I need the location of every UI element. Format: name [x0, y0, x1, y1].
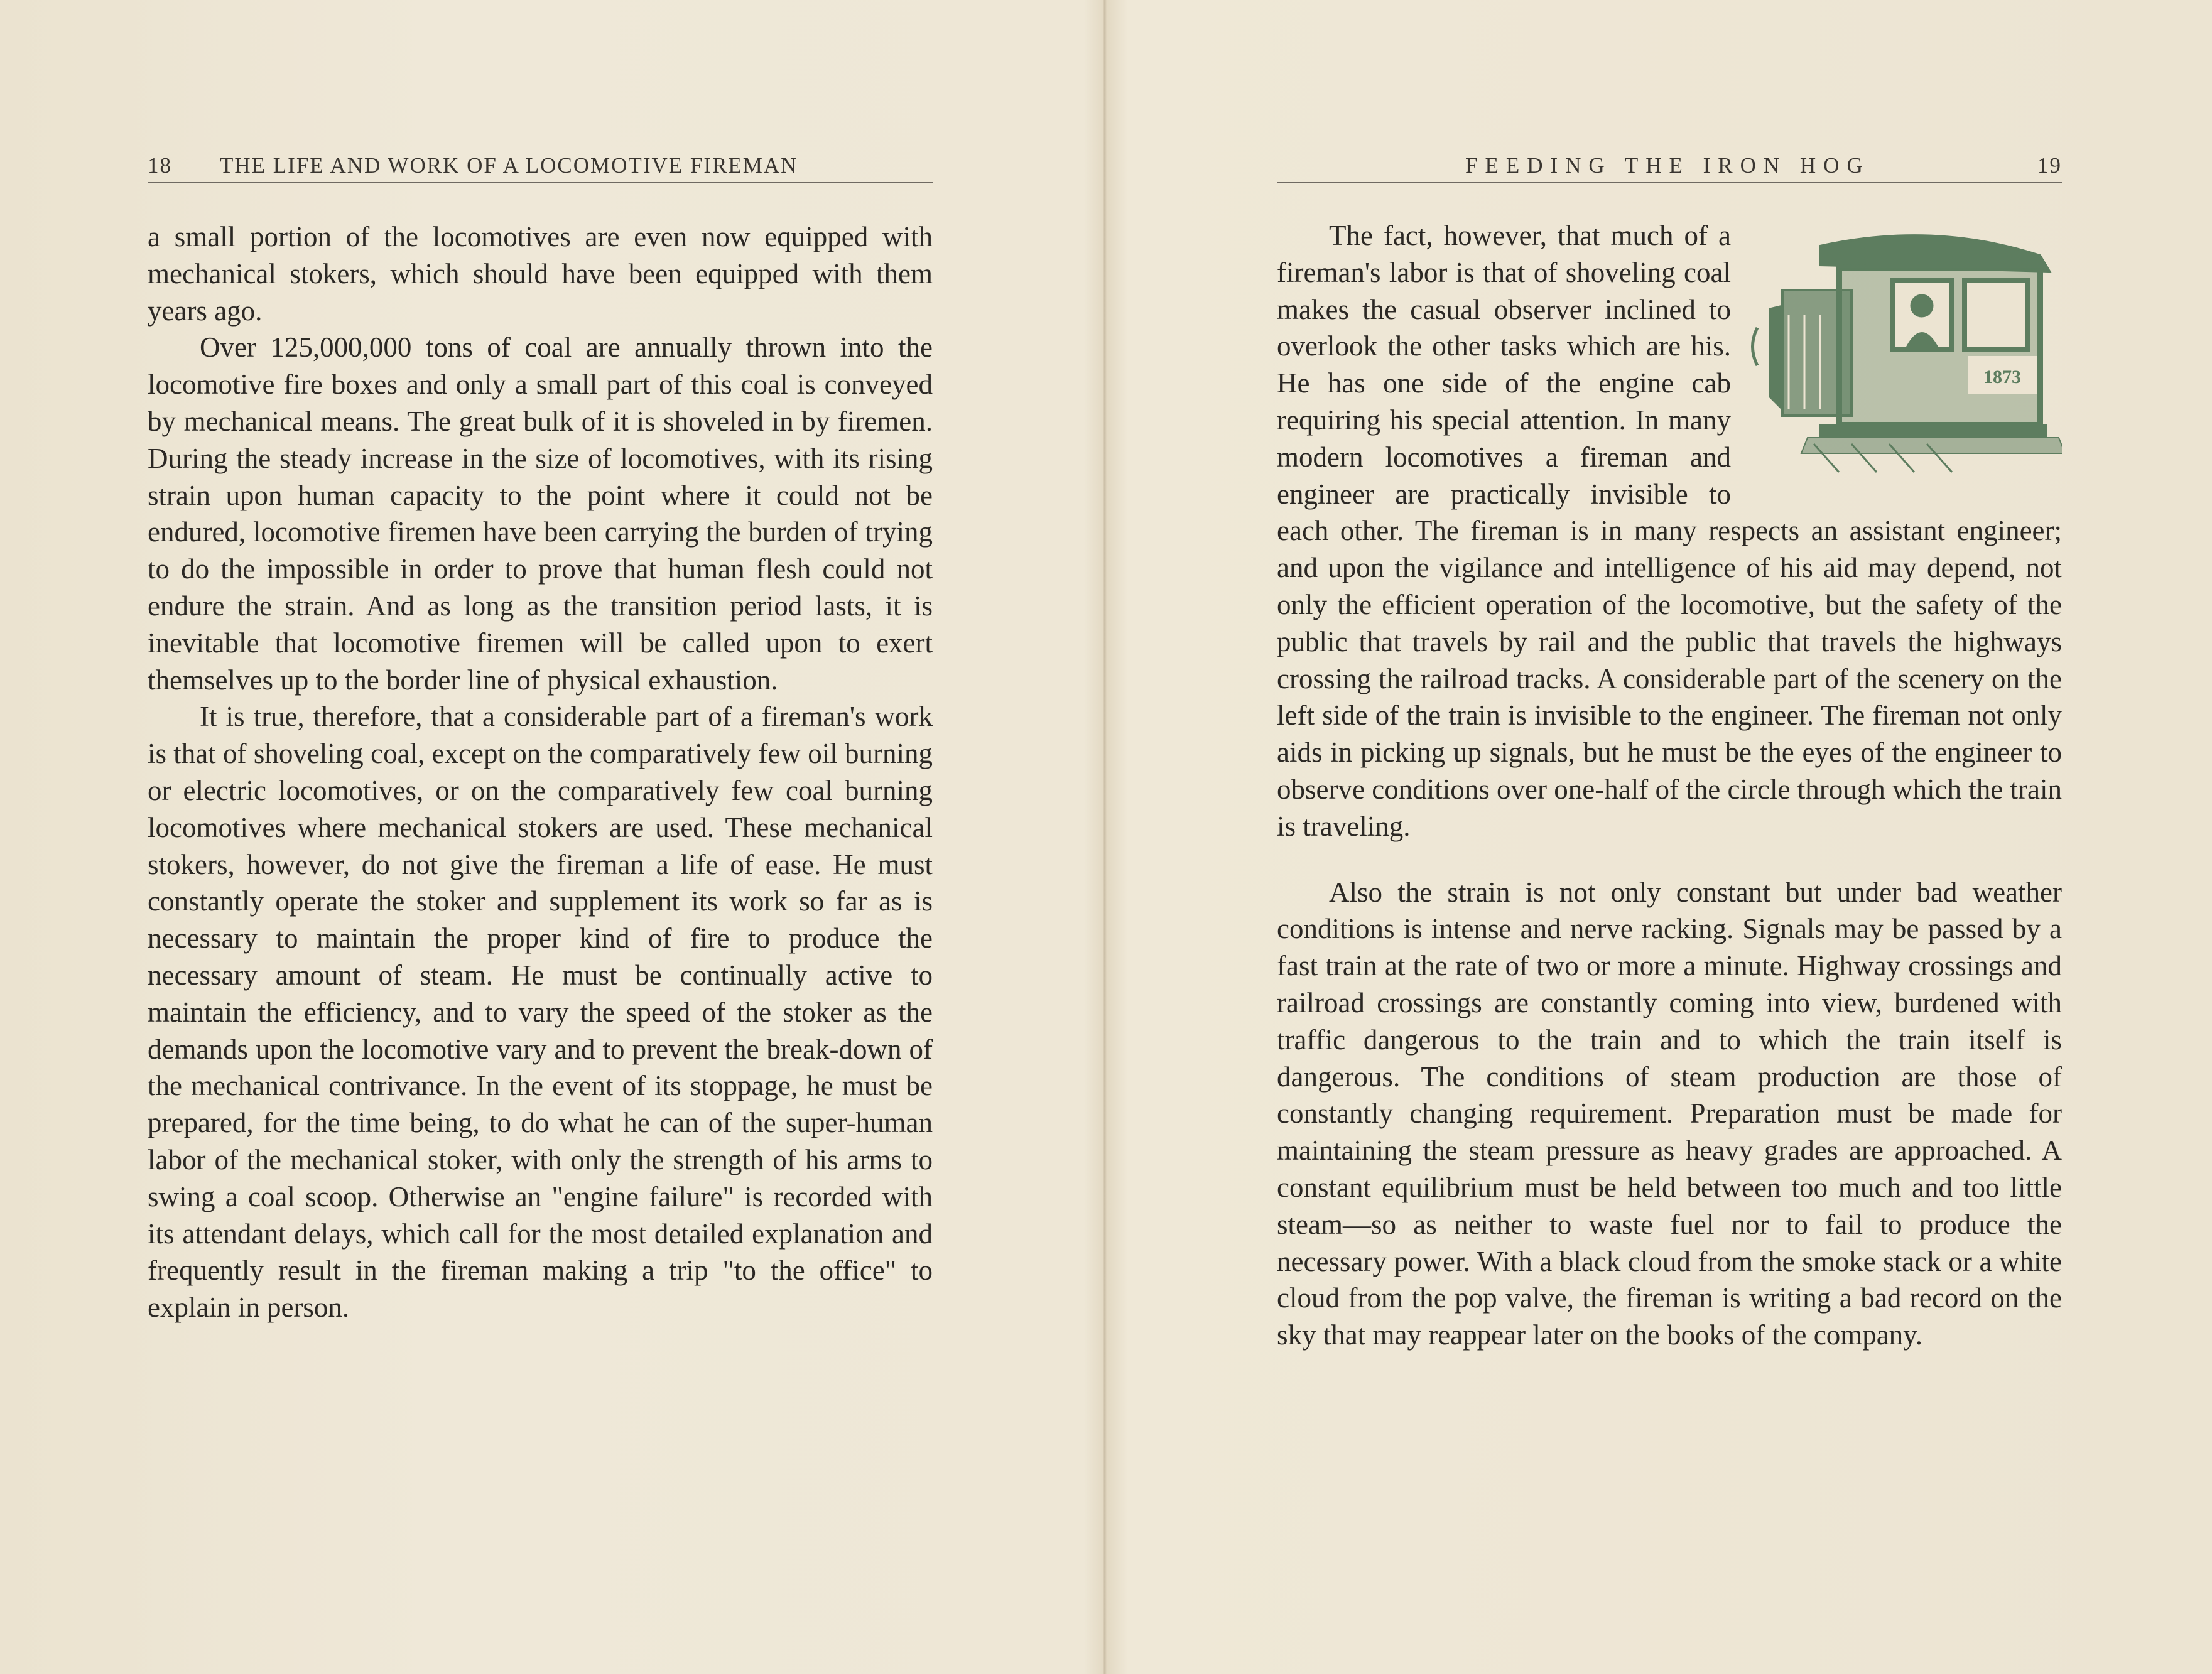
left-paragraph-2: Over 125,000,000 tons of coal are annually thrown into the locomotive fire boxes and only a small part of this coal is conveyed by mechanical means. The great bulk of it is shoveled in by firemen. During the steady increase in the size of locomotives, with its rising strain upon human capacity to the point where it could not be endured, locomotive firemen have been carrying the burden of trying to do the impossible in order to prove that human flesh could not endure the strain. And as long as the transition period lasts, it is inevitable that locomotive firemen will be called upon to exert themselves up to the border line of physical exhaustion. — [148, 332, 933, 696]
right-running-head — [1277, 153, 2062, 183]
left-running-head — [148, 153, 933, 183]
book-gutter — [1103, 0, 1107, 1674]
left-paragraph-1: a small portion of the locomotives are even now equipped with mechanical stokers, which should have been equipped with them years ago. — [148, 221, 933, 327]
left-body-text — [148, 219, 933, 1326]
illustration-year-label: 1873 — [1983, 367, 2021, 387]
right-page-number: 19 — [2037, 153, 2062, 178]
right-paragraph-2: Also the strain is not only constant but under bad weather conditions is intense and nerve racking. Signals may be passed by a fast train at the rate of two or more a minute. Highway crossings and railroad crossings are constantly coming into view, burdened with traffic dangerous to the train and to which the train itself is dangerous. The conditions of steam production are those of constantly changing requirement. Preparation must be made for maintaining the steam pressure as heavy grades are approached. A constant equilibrium must be held between too much and too little steam—so as neither to waste fuel nor to fail to produce the necessary power. With a black cloud from the smoke stack or a white cloud from the pop valve, the fireman is writing a bad record on the sky that may reappear later on the books of the company. — [1277, 876, 2062, 1351]
right-running-title: FEEDING THE IRON HOG — [1465, 153, 1870, 178]
left-paragraph-3: It is true, therefore, that a considerable part of a fireman's work is that of shoveling coal, except on the comparatively few oil burning or electric locomotives, or on the comparatively few coal burning locomotives where mechanical stokers are used. These mechanical stokers, however, do not give the fireman a life of ease. He must constantly operate the stoker and supplement its work so far as is necessary to maintain the proper kind of fire to produce the necessary amount of steam. He must be continually active to maintain the efficiency, and to vary the speed of the stoker as the demands upon the locomotive vary and to prevent the break-down of the mechanical contrivance. In the event of its stoppage, he must be prepared, for the time being, to do what he can of the super-human labor of the mechanical stoker, with only the strength of his arms to swing a coal scoop. Otherwise an "engine failure" is recorded with its attendant delays, which call for the most detailed explanation and frequently result in the fireman making a trip "to the office" to explain in person. — [148, 701, 933, 1324]
left-page-number: 18 — [148, 153, 172, 178]
right-paragraph-1: The fact, however, that much of a fireman's labor is that of shoveling coal makes the casual observer inclined to overlook the other tasks which are his. He has one side of the engine cab requiring his special attention. In many modern locomotives a fireman and engineer are practically invisible to each other. The fireman is in many respects an assistant engineer; and upon the vigilance and intelligence of his aid may depend, not only the efficient operation of the locomotive, but the safety of the public that travels by rail and the public that travels the highways crossing the railroad tracks. A considerable part of the scenery on the left side of the train is invisible to the engineer. The fireman not only aids in picking up signals, but he must be the eyes of the engineer to observe conditions over one-half of the circle through which the train is traveling. — [1277, 220, 2062, 842]
left-running-title: THE LIFE AND WORK OF A LOCOMOTIVE FIREMAN — [220, 153, 798, 178]
left-page — [148, 0, 933, 1674]
right-page — [1277, 0, 2062, 1674]
right-body-text — [1277, 217, 2062, 1354]
locomotive-cab-illustration — [1745, 221, 2062, 475]
